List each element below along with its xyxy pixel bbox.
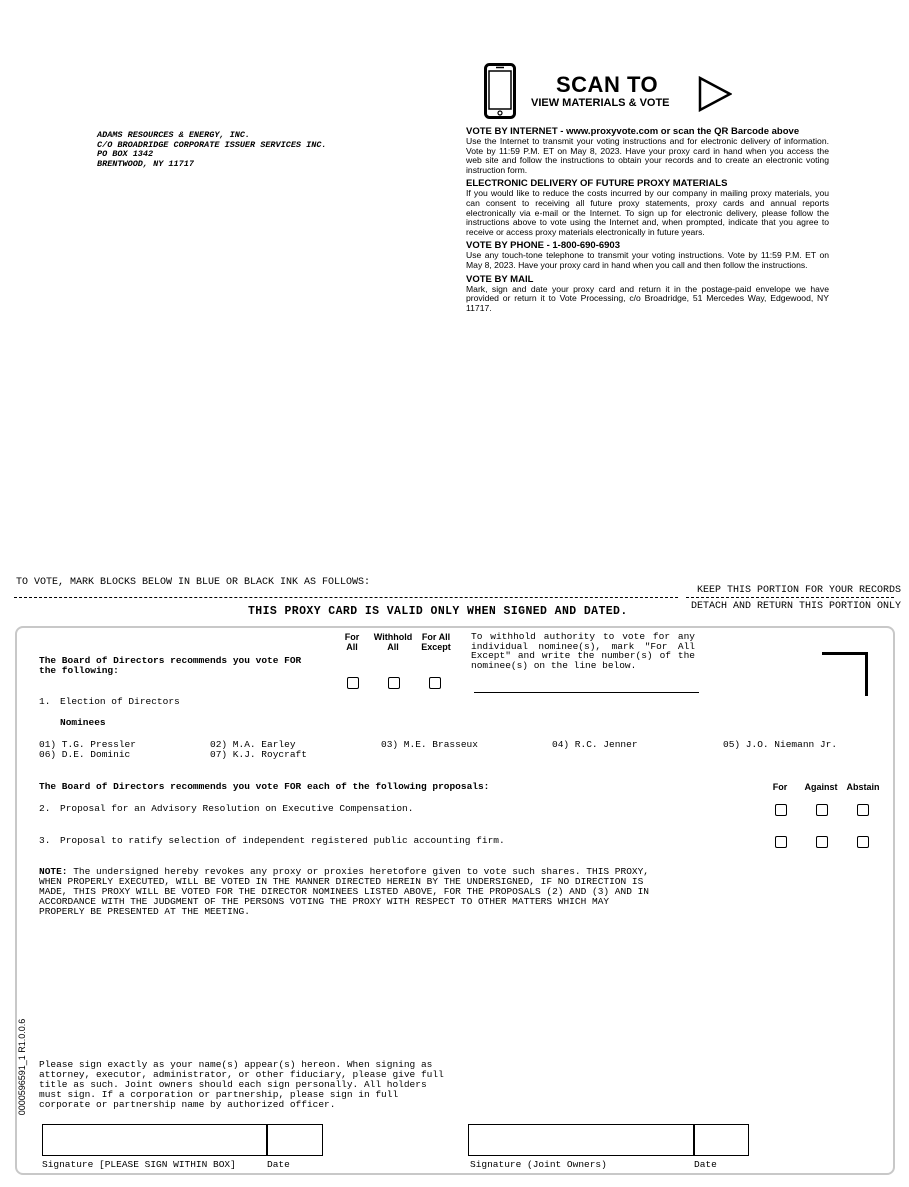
nominee-05: 05) J.O. Niemann Jr. [723,739,838,750]
item-3-for-checkbox[interactable] [775,836,787,848]
signing-instructions: Please sign exactly as your name(s) appear(s) hereon. When signing as attorney, executor, administrator, or other fiduciary, please give full title as such. Joint owners should each sign personally. All holders must sign. If a corporation or partnership, please sign in full corporate or partnership name by authorized officer. [39,1059,444,1110]
scan-title: SCAN TO [556,72,659,97]
detach-portion-label: DETACH AND RETURN THIS PORTION ONLY [691,601,902,612]
address-line-2: C/O BROADRIDGE CORPORATE ISSUER SERVICES INC. [97,139,327,150]
item-3-number: 3. [39,835,51,846]
vote-phone-text: Use any touch-tone telephone to transmit your voting instructions. Vote by 11:59 P.M. ET on May 8, 2023. Have your proxy card in hand when you call and then follow the instructions. [466,250,829,270]
item-2-label: Proposal for an Advisory Resolution on Executive Compensation. [60,803,414,814]
for-all-except-checkbox[interactable] [429,677,441,689]
withhold-all-checkbox[interactable] [388,677,400,689]
vote-phone-heading: VOTE BY PHONE - 1-800-690-6903 [466,240,621,252]
vote-mail-text: Mark, sign and date your proxy card and return it in the postage-paid envelope we have provided or return it to Vote Processing, c/o Broadridge, 51 Mercedes Way, Edgewood, NY 11717. [466,283,829,313]
signature-label: Signature [PLEASE SIGN WITHIN BOX] [42,1159,236,1170]
keep-portion-label: KEEP THIS PORTION FOR YOUR RECORDS [697,585,902,596]
item-2-number: 2. [39,803,51,814]
item-3-label: Proposal to ratify selection of independent registered public accounting firm. [60,835,505,846]
col-for: For [772,782,788,792]
note-text: The undersigned hereby revokes any proxy or proxies heretofore given to vote such shares. THIS PROXY, WHEN PROPERLY EXECUTED, WILL BE VOTED IN THE MANNER DIRECTED HEREIN BY THE UNDERSIGNED, IF NO DIRECTION IS MADE, THIS PROXY WILL BE VOTED FOR THE DIRECTOR NOMINEES LISTED ABOVE, FOR THE PROPOSALS (2) AND (3) AND IN ACCORDANCE WITH THE JUDGMENT OF THE PERSONS VOTING THE PROXY WITH RESPECT TO OTHER MATTERS WHICH MAY PROPERLY BE PRESENTED AT THE MEETING. [39,866,650,917]
address-line-1: ADAMS RESOURCES & ENERGY, INC. [97,130,251,140]
vote-internet-text: Use the Internet to transmit your voting instructions and for electronic delivery of information. Vote by 11:59 P.M. ET on May 8, 2023. Have your proxy card in hand when you access the web site and follow the instructions to obtain your records and to create an electronic voting instruction form. [466,136,829,175]
nominee-04: 04) R.C. Jenner [552,739,638,750]
play-arrow-icon [698,76,732,112]
col-for-all-except: For All Except [421,632,451,652]
board-recommendation-proposals: The Board of Directors recommends you vote FOR each of the following proposals: [39,781,490,792]
vote-internet-heading: VOTE BY INTERNET - www.proxyvote.com or scan the QR Barcode above [466,126,800,137]
nominee-exception-line[interactable] [474,692,699,693]
item-1-label: Election of Directors [60,696,180,707]
joint-date-label: Date [694,1159,717,1170]
note-label: NOTE: [39,866,68,877]
for-all-checkbox[interactable] [347,677,359,689]
to-vote-instruction: TO VOTE, MARK BLOCKS BELOW IN BLUE OR BLACK INK AS FOLLOWS: [16,577,371,588]
item-1-number: 1. [39,696,51,707]
board-recommendation: The Board of Directors recommends you vote FOR the following: [39,655,302,676]
valid-notice: THIS PROXY CARD IS VALID ONLY WHEN SIGNED AND DATED. [248,605,628,618]
address-line-4: BRENTWOOD, NY 11717 [97,158,194,169]
nominee-06: 06) D.E. Dominic [39,749,131,760]
voting-instructions [466,126,829,316]
date-box[interactable] [266,1124,323,1156]
item-3-abstain-checkbox[interactable] [857,836,869,848]
item-2-for-checkbox[interactable] [775,804,787,816]
item-2-against-checkbox[interactable] [816,804,828,816]
item-2-abstain-checkbox[interactable] [857,804,869,816]
joint-signature-label: Signature (Joint Owners) [470,1159,607,1170]
col-for-all: For All [344,632,360,652]
electronic-delivery-heading: ELECTRONIC DELIVERY OF FUTURE PROXY MATERIALS [466,178,728,190]
document-code: 0000596591_1 R1.0.0.6 [17,1018,27,1116]
vote-mail-heading: VOTE BY MAIL [466,273,534,285]
nominee-03: 03) M.E. Brasseux [381,739,478,750]
corner-mark [822,652,868,696]
detach-line-right [686,597,894,598]
phone-icon [484,63,516,119]
joint-signature-box[interactable] [468,1124,695,1156]
detach-line [14,597,678,598]
electronic-delivery-text: If you would like to reduce the costs incurred by our company in mailing proxy materials, you can consent to receiving all future proxy statements, proxy cards and annual reports electronically via e-mail or the Internet. To sign up for electronic delivery, please follow the instructions above to vote using the Internet and, when prompted, indicate that you agree to receive or access proxy materials electronically in future years. [466,188,829,237]
nominees-label: Nominees [60,717,106,728]
scan-subtitle: VIEW MATERIALS & VOTE [531,97,670,109]
signature-box[interactable] [42,1124,268,1156]
nominee-07: 07) K.J. Roycraft [210,749,307,760]
date-label: Date [267,1159,290,1170]
address-line-3: PO BOX 1342 [97,149,154,159]
col-against: Against [804,782,838,792]
col-abstain: Abstain [846,782,880,792]
item-3-against-checkbox[interactable] [816,836,828,848]
nominee-01: 01) T.G. Pressler [39,739,136,750]
nominee-02: 02) M.A. Earley [210,739,296,750]
withhold-instructions: To withhold authority to vote for any individual nominee(s), mark "For All Except" and write the number(s) of the nominee(s) on the line below. [471,631,695,671]
col-withhold-all: Withhold All [373,632,413,652]
joint-date-box[interactable] [693,1124,749,1156]
return-address [97,131,327,169]
note-paragraph [39,867,659,917]
